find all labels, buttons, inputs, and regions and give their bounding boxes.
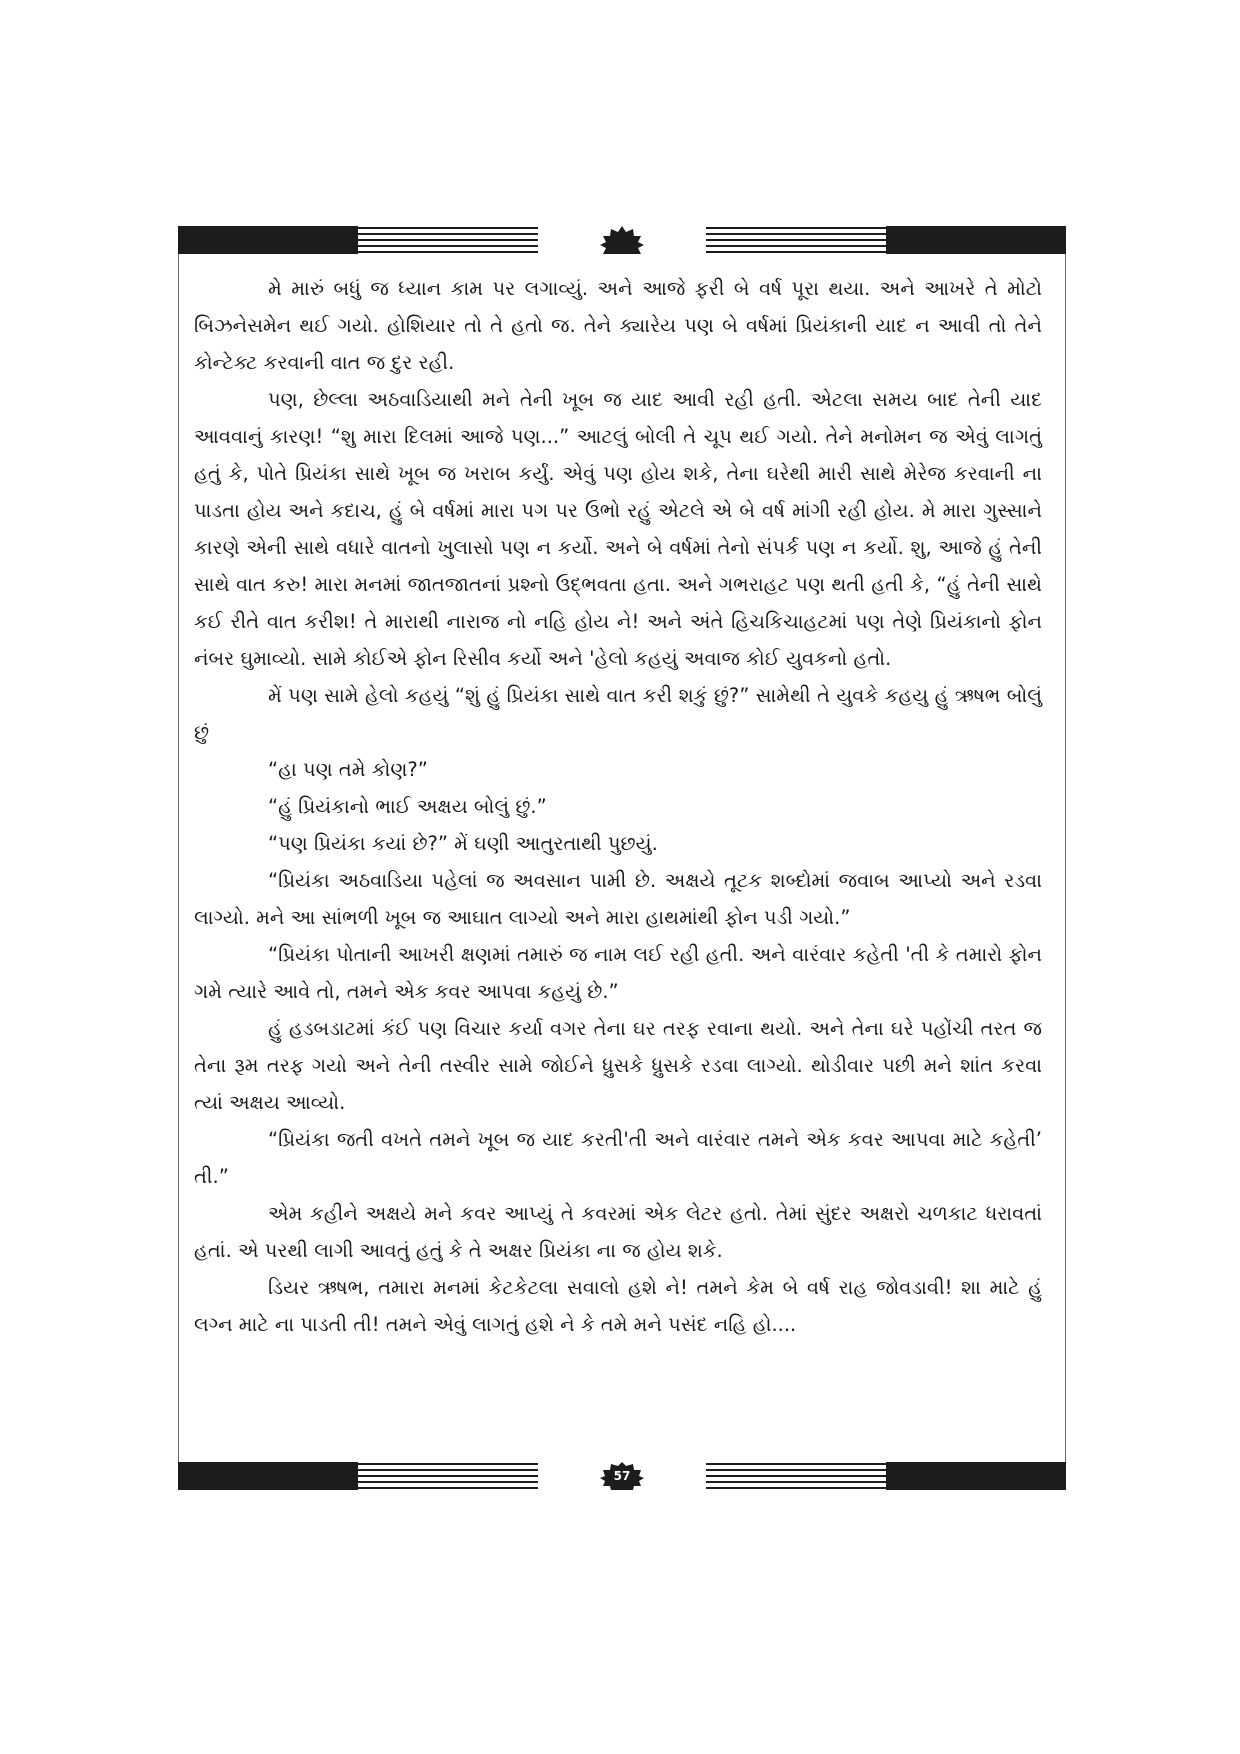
body-text (194, 270, 1042, 1343)
header-ornament-band (178, 226, 1066, 254)
paragraph: મે મારું બધું જ ધ્યાન કામ પર લગાવ્યું. અને આજે ફરી બે વર્ષ પૂરા થયા. અને આખરે તે મોટો બિઝનેસમેન થઈ ગયો. હોશિયાર તો તે હતો જ. તેને ક્યારેય પણ બે વર્ષમાં પ્રિયંકાની યાદ ન આવી તો તેને કોન્ટેક્ટ કરવાની વાત જ દુર રહી. (194, 277, 1042, 374)
paragraph: “પણ પ્રિયંકા કયાં છે?” મેં ઘણી આતુરતાથી પુછયું. (268, 832, 658, 855)
paragraph: “પ્રિયંકા પોતાની આખરી ક્ષણમાં તમારું જ નામ લઈ રહી હતી. અને વારંવાર કહેતી 'તી કે તમારો ફોન ગમે ત્યારે આવે તો, તમને એક કવર આપવા કહયું છે.” (194, 943, 1042, 1003)
footer-ornament-band (178, 1462, 1066, 1490)
paragraph: “પ્રિયંકા જતી વખતે તમને ખૂબ જ યાદ કરતી'તી અને વારંવાર તમને એક કવર આપવા માટે કહેતી’ તી.” (194, 1128, 1042, 1188)
paragraph: ડિયર ઋષભ, તમારા મનમાં કેટકેટલા સવાલો હશે ને! તમને કેમ બે વર્ષ રાહ જોવડાવી! શા માટે હું લગ્ન માટે ના પાડતી તી! તમને એવું લાગતું હશે ને કે તમે મને પસંદ નહિ હો.... (194, 1276, 1042, 1336)
page-number: 57 (613, 1469, 631, 1483)
paragraph: મેં પણ સામે હેલો કહયું “શું હું પ્રિયંકા સાથે વાત કરી શકું છું?” સામેથી તે યુવકે કહયુ હું ઋષભ બોલું છું (194, 684, 1042, 744)
paragraph: એમ કહીને અક્ષયે મને કવર આપ્યું તે કવરમાં એક લેટર હતો. તેમાં સુંદર અક્ષરો ચળકાટ ધરાવતાં હતાં. એ પરથી લાગી આવતું હતું કે તે અક્ષર પ્રિયંકા ના જ હોય શકે. (194, 1202, 1042, 1262)
paragraph: “પ્રિયંકા અઠવાડિયા પહેલાં જ અવસાન પામી છે. અક્ષયે તૂટક શબ્દોમાં જવાબ આપ્યો અને રડવા લાગ્યો. મને આ સાંભળી ખૂબ જ આઘાત લાગ્યો અને મારા હાથમાંથી ફોન પડી ગયો.” (194, 869, 1042, 929)
paragraph: “હું પ્રિયંકાનો ભાઈ અક્ષય બોલું છું.” (268, 795, 547, 818)
paragraph: હું હડબડાટમાં કંઈ પણ વિચાર કર્યા વગર તેના ઘર તરફ રવાના થયો. અને તેના ઘરે પહોંચી તરત જ તેના રૂમ તરફ ગયો અને તેની તસ્વીર સામે જોઈને ધ્રુસકે ધ્રુસકે રડવા લાગ્યો. થોડીવાર પછી મને શાંત કરવા ત્યાં અક્ષય આવ્યો. (194, 1017, 1042, 1114)
paragraph: પણ, છેલ્લા અઠવાડિયાથી મને તેની ખૂબ જ યાદ આવી રહી હતી. એટલા સમય બાદ તેની યાદ આવવાનું કારણ! “શુ મારા દિલમાં આજે પણ...” આટલું બોલી તે ચૂપ થઈ ગયો. તેને મનોમન જ એવું લાગતું હતું કે, પોતે પ્રિયંકા સાથે ખૂબ જ ખરાબ કર્યું. એવું પણ હોય શકે, તેના ઘરેથી મારી સાથે મેરેજ કરવાની ના પાડતા હોય અને કદાચ, હું બે વર્ષમાં મારા પગ પર ઉભો રહું એટલે એ બે વર્ષ માંગી રહી હોય. મે મારા ગુસ્સાને કારણે એની સાથે વધારે વાતનો ખુલાસો પણ ન કર્યો. અને બે વર્ષમાં તેનો સંપર્ક પણ ન કર્યો. શુ, આજે હું તેની સાથે વાત કરુ! મારા મનમાં જાતજાતનાં પ્રશ્નો ઉદ્ભવતા હતા. અને ગભરાહટ પણ થતી હતી કે, “હું તેની સાથે કઈ રીતે વાત કરીશ! તે મારાથી નારાજ નો નહિ હોય ને! અને અંતે હિચકિચાહટમાં પણ તેણે પ્રિયંકાનો ફોન નંબર ઘુમાવ્યો. સામે કોઈએ ફોન રિસીવ કર્યો અને 'હેલો કહયું અવાજ કોઈ યુવકનો હતો. (194, 388, 1042, 670)
paragraph: “હા પણ તમે કોણ?” (268, 758, 428, 781)
